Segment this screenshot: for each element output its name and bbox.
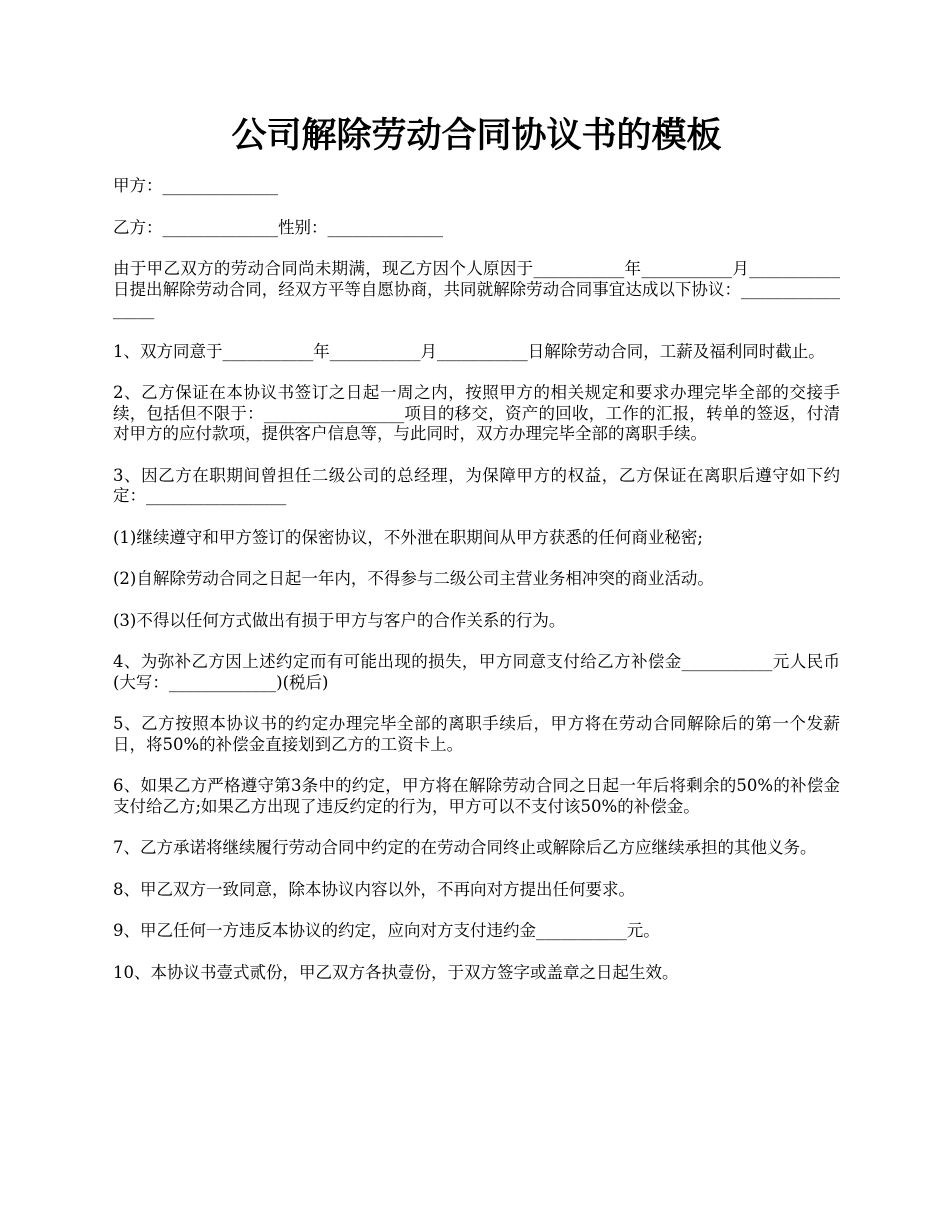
clause-4: 4、为弥补乙方因上述约定而有可能出现的损失，甲方同意支付给乙方补偿金___________元人民币(大写：_____________)(税后) bbox=[113, 652, 840, 692]
clause-9: 9、甲乙任何一方违反本协议的约定，应向对方支付违约金___________元。 bbox=[113, 921, 660, 940]
preamble-paragraph: 由于甲乙双方的劳动合同尚未期满，现乙方因个人原因于___________年___________月___________日提出解除劳动合同，经双方平等自愿协商，共同就解除劳动合同事宜达成以下协议：_________________ bbox=[113, 259, 841, 319]
clause-1: 1、双方同意于___________年___________月___________日解除劳动合同，工薪及福利同时截止。 bbox=[113, 341, 825, 361]
clause-3-item-3: (3)不得以任何方式做出有损于甲方与客户的合作关系的行为。 bbox=[113, 610, 566, 630]
document-title: 公司解除劳动合同协议书的模板 bbox=[231, 116, 722, 156]
clause-8: 8、甲乙双方一致同意，除本协议内容以外，不再向对方提出任何要求。 bbox=[113, 879, 635, 899]
document-page bbox=[113, 112, 840, 1004]
clause-3-item-2: (2)自解除劳动合同之日起一年内，不得参与二级公司主营业务相冲突的商业活动。 bbox=[113, 569, 714, 588]
clause-3: 3、因乙方在职期间曾担任二级公司的总经理，为保障甲方的权益，乙方保证在离职后遵守如下约定：_________________ bbox=[113, 465, 840, 505]
clause-6: 6、如果乙方严格遵守第3条中的约定，甲方将在解除劳动合同之日起一年后将剩余的50%的补偿金支付给乙方;如果乙方出现了违反约定的行为，甲方可以不支付该50%的补偿金。 bbox=[113, 776, 840, 816]
clause-5: 5、乙方按照本协议书的约定办理完毕全部的离职手续后，甲方将在劳动合同解除后的第一个发薪日，将50%的补偿金直接划到乙方的工资卡上。 bbox=[113, 714, 840, 754]
party-a-line: 甲方：______________ bbox=[113, 176, 278, 195]
clause-3-item-1: (1)继续遵守和甲方签订的保密协议，不外泄在职期间从甲方获悉的任何商业秘密; bbox=[113, 527, 703, 547]
clause-10: 10、本协议书壹式贰份，甲乙双方各执壹份，于双方签字或盖章之日起生效。 bbox=[113, 962, 679, 982]
clause-7: 7、乙方承诺将继续履行劳动合同中约定的在劳动合同终止或解除后乙方应继续承担的其他义务。 bbox=[113, 838, 817, 857]
party-b-line: 乙方：______________性别：______________ bbox=[113, 217, 443, 237]
clause-2: 2、乙方保证在本协议书签订之日起一周之内，按照甲方的相关规定和要求办理完毕全部的交接手续，包括但不限于：_________________项目的移交，资产的回收，工作的汇报，转单的签返，付清对甲方的应付款项，提供客户信息等，与此同时，双方办理完毕全部的离职手续。 bbox=[113, 383, 840, 443]
